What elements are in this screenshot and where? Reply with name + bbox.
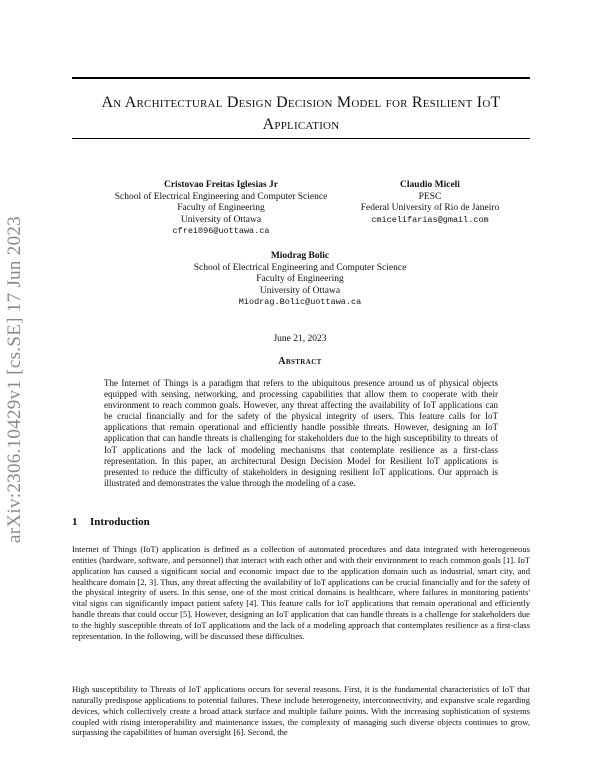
section-number: 1 — [72, 516, 78, 528]
author-affiliation: Faculty of Engineering — [177, 203, 265, 213]
author-affiliation: School of Electrical Engineering and Computer Science — [193, 262, 407, 273]
author-affiliation: Federal University of Rio de Janeiro — [360, 203, 500, 213]
author-affiliation: University of Ottawa — [259, 285, 341, 296]
author-affiliation: University of Ottawa — [180, 214, 262, 225]
body-paragraph: High susceptibility to Threats of IoT applications occurs for several reasons. First, it is the fundamental characteristics of IoT that naturally predispose applications to potential failures. These include heterogeneity, interconnectivity, and expansive scale regarding devices, which collectively create a broad attack surface and multiple failure points. With the increasing sophistication of systems coupled with rising interoperability and maintenance issues, the complexity of managing such diverse objects continues to grow, surpassing the capabilities of human oversight [6]. Second, the — [72, 684, 530, 738]
title-rule-top — [72, 77, 530, 79]
paper-date: June 21, 2023 — [273, 334, 327, 344]
section-title: Introduction — [90, 516, 150, 528]
author-affiliation: PESC — [418, 191, 442, 202]
author-block-3 — [180, 251, 420, 309]
abstract-text: The Internet of Things is a paradigm that refers to the ubiquitous presence around us of physical objects equipped with sensing, networking, and processing capabilities that allow them to cooperate with their environment to reach common goals. However, any threat affecting the availability of IoT applications can be crucial financially and for the safety of the physical integrity of users. This feature calls for IoT applications that remain operational and efficiently handle possible threats. However, designing an IoT application that can handle threats is challenging for stakeholders due to the high susceptibility to threats of IoT applications and the lack of modeling mechanisms that contemplate resilience as a first-class representation. In this paper, an architectural Design Decision Model for Resilient IoT applications is presented to reduce the difficulty of stakeholders in designing resilient IoT applications. Our approach is illustrated and demonstrates the value through the modeling of a case. — [104, 378, 498, 488]
author-name: Cristovao Freitas Iglesias Jr — [163, 180, 279, 190]
author-block-1 — [96, 180, 346, 238]
arxiv-identifier: arXiv:2306.10429v1 [cs.SE] 17 Jun 2023 — [4, 216, 25, 544]
author-affiliation: Faculty of Engineering — [256, 274, 344, 284]
paper-title: An Architectural Design Decision Model for Resilient IoT Application — [101, 94, 501, 133]
abstract-heading: Abstract — [278, 356, 322, 367]
body-paragraph: Internet of Things (IoT) application is defined as a collection of automated procedures and data integrated with heterogeneous entities (hardware, software, and personnel) that interact with each other and with their environment to reach common goals [1]. IoT application has caused a significant social and economic impact due to the application domain such as industrial, smart city, and healthcare domain [2, 3]. Thus, any threat affecting the availability of IoT applications can be crucial financially and for the safety of the physical integrity of users. In this sense, one of the most critical domains is healthcare, where failures in monitoring patients' vital signs can significantly impact patient safety [4]. This feature calls for IoT applications that remain operational and efficiently handle threats that could occur [5]. However, designing an IoT application that can handle threats is a challenge for stakeholders due to the highly susceptible threats of IoT applications and the lack of a modeling approach that contemplates resilience as a first-class representation. In the following, will be discussed these difficulties. — [72, 544, 530, 641]
section-heading — [72, 516, 150, 528]
author-email[interactable]: cmicelifarias@gmail.com — [371, 214, 489, 225]
author-name: Miodrag Bolic — [270, 251, 330, 261]
author-email[interactable]: Miodrag.Bolic@uottawa.ca — [238, 297, 362, 307]
author-block-2 — [345, 180, 515, 226]
author-affiliation: School of Electrical Engineering and Computer Science — [114, 191, 328, 202]
title-rule-bottom — [72, 138, 530, 139]
author-name: Claudio Miceli — [400, 180, 460, 190]
author-email[interactable]: cfrei096@uottawa.ca — [172, 226, 270, 236]
